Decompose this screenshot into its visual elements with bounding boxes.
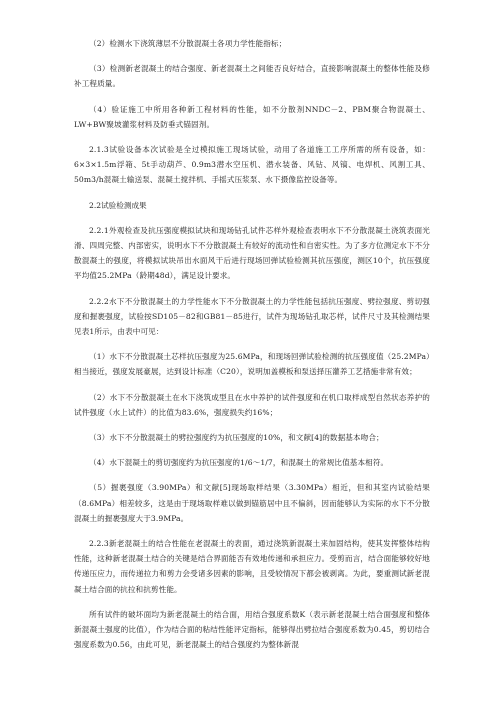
- section-heading-test-results: 2.2试验检测成果: [89, 200, 147, 210]
- paragraph-finding-5: （5）握裹强度（3.90MPa）和文献[5]现场取样结果（3.30MPa）相近，但和其室内试验结果（8.6MPa）相差较多，这是由于现场取样难以做到锚筋居中且不偏斜，因而能够认为实际的水下不分散混凝土的握裹强度大于3.9MPa。: [74, 483, 430, 523]
- paragraph-bond-strength-coefficient: 所有试件的破坏面均为新老混凝土的结合面，用结合强度系数K（表示新老混凝土结合面强度和整体新混凝土强度的比值），作为结合面的粘结性能评定指标，能够得出劈拉结合强度系数为0.45，剪切结合强度系数为0.56，由此可见，新老混凝土的结合强度约为整体新混: [74, 609, 430, 650]
- paragraph-finding-4: （4）水下混凝土的剪切强度约为抗压强度的1/6～1/7，和混凝土的常规比值基本相符。: [89, 458, 389, 468]
- paragraph-finding-3: （3）水下不分散混凝土的劈拉强度约为抗压强度的10%，和文献[4]的数据基本吻合；: [89, 433, 384, 443]
- paragraph-item-4: （4）验证施工中所用各种新工程材料的性能，如不分散剂NNDC－2、PBM聚合物混凝土、LW+BW聚坡灌浆材料及防垂式锚固剂。: [74, 104, 430, 129]
- paragraph-mechanical-properties: 2.2.2水下不分散混凝土的力学性能水下不分散混凝土的力学性能包括抗压强度、劈拉强度、剪切强度和握裹强度，试验按SD105－82和GB81－85进行，试件为现场钻孔取芯样，试件尺寸及其检测结果见表1所示，由表中可见：: [74, 296, 430, 337]
- paragraph-finding-1: （1）水下不分散混凝土芯样抗压强度为25.6MPa，和现场回弹试验检测的抗压强度值（25.2MPa）相当接近，强度发展豪展，达到设计标准（C20），说明加盖模板和泵送择压灌养工艺措施非常有效；: [74, 352, 430, 377]
- paragraph-item-3: （3）检测新老混凝土的结合强度、新老混凝土之间能否良好结合，直接影响混凝土的整体性能及修补工程质量。: [74, 64, 430, 89]
- paragraph-appearance-check: 2.2.1外观检查及抗压强度模拟试块和现场钻孔试件芯样外观检查表明水下不分散混凝土浇筑表面光滑、四周完整、内部密实，说明水下不分散混凝土有较好的流动性和自密实性。为了多方位测定水下不分散混凝土的强度，将模拟试块吊出水面风干后进行现场回弹试验检测其抗压强度，测区10个，抗压强度平均值25.2MPa（龄期48d），满足设计要求。: [74, 225, 430, 281]
- paragraph-test-equipment: 2.1.3试验设备本次试验是全过模拟施工现场试验，动用了各道施工工序所需的所有设备，如：6×3×1.5m浮箱、5t手动葫芦、0.9m3潜水空压机、潜水装备、风钻、风镐、电焊机、风割工具、50m3/h混凝土输送泵、混凝土搅拌机、手摇式压浆泵、水下摄像监控设备等。: [74, 145, 430, 185]
- paragraph-bonding-performance: 2.2.3新老混凝土的结合性能在老混凝土的表面，通过浇筑新混凝土来加固结构，使其发挥整体结构性能，这种新老混凝土结合的关键是结合界面能否有效地传递和承担应力。受剪而言，结合面能够较好地传递压应力，而传递拉力和剪力会受诸多因素的影响，且受较情况下都会被剥离。为此，要重测试新老混凝土结合面的抗拉和抗剪性能。: [74, 539, 430, 594]
- paragraph-finding-2: （2）水下不分散混凝土在水下浇筑成型且在水中养护的试件强度和在机口取样成型自然状态养护的试件强度（水上试件）的比值为83.6%，强度损失约16%；: [74, 392, 430, 417]
- paragraph-item-2: （2）检测水下浇筑薄层不分散混凝土各项力学性能指标；: [89, 39, 287, 48]
